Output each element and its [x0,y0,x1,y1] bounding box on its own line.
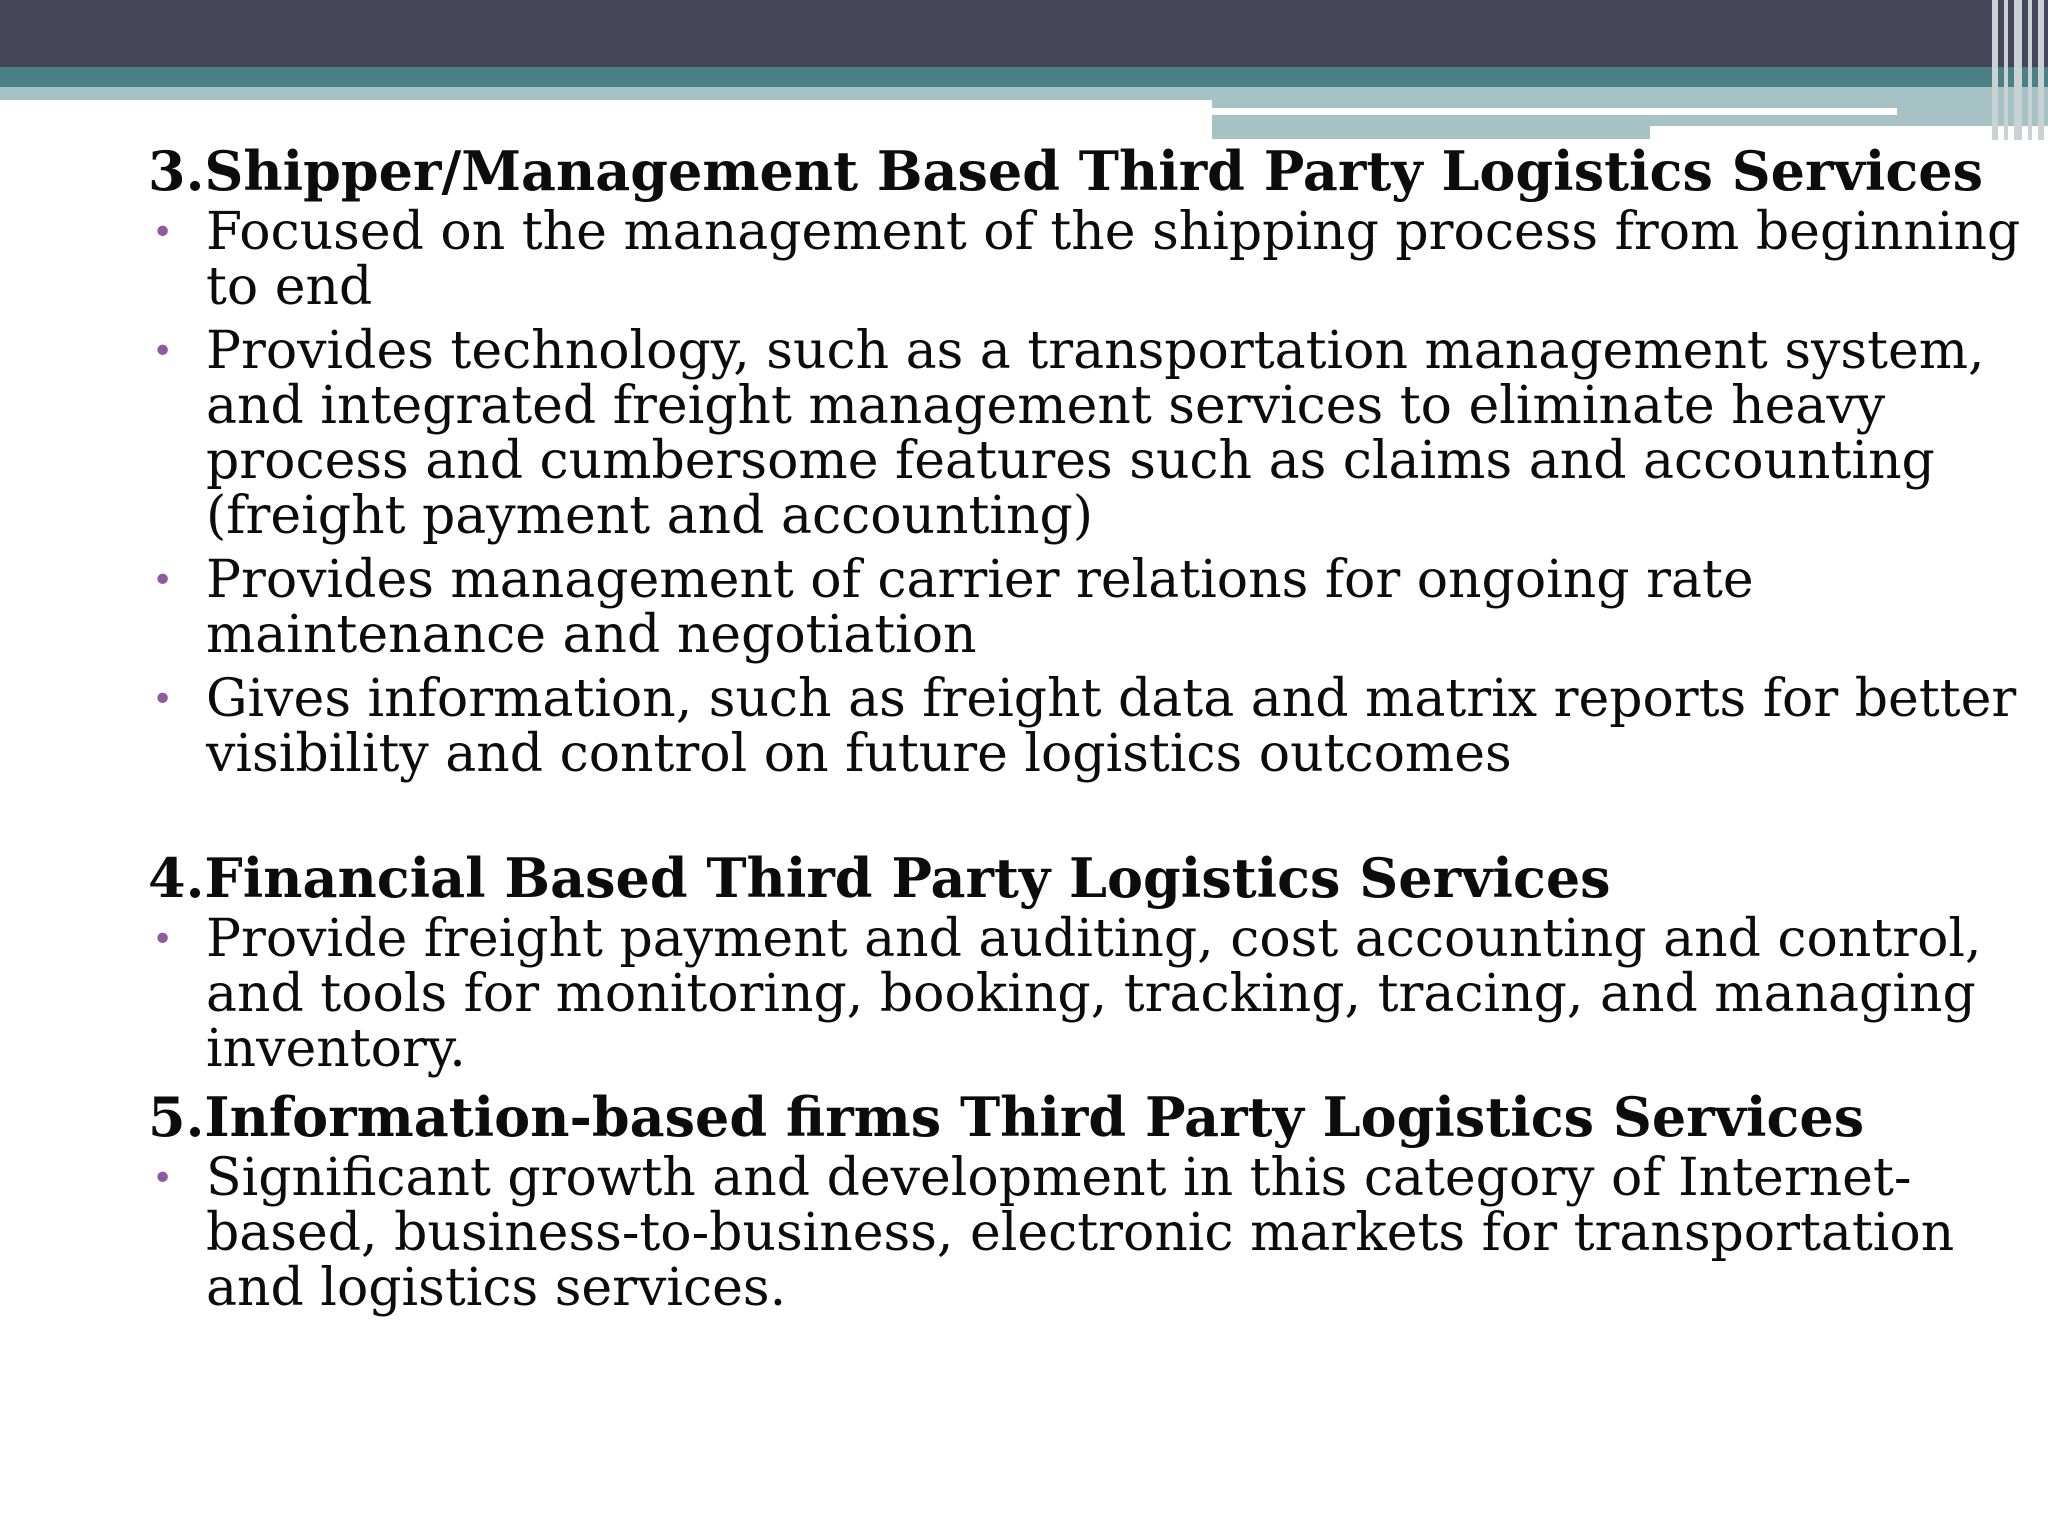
section-shipper-management [148,139,2021,784]
header-stripe [1212,108,1897,115]
header-band-dark [0,0,2048,67]
bullet-icon: • [152,919,174,960]
bullet-line: (freight payment and accounting) [206,486,1094,546]
bullet-item [148,550,1948,665]
header-band-teal [0,67,2048,87]
section-gap [148,791,1948,847]
bullet-line: and tools for monitoring, booking, tracking, tracing, and managing [206,964,1976,1024]
bullet-line: Provide freight payment and auditing, cost accounting and control, [206,909,1982,969]
bullet-icon: • [152,560,174,601]
section-title: 5.Information-based firms Third Party Logistics Services [148,1085,1865,1149]
bullet-line: visibility and control on future logistics outcomes [206,724,1512,784]
section-information [148,1085,1955,1318]
bullet-line: Significant growth and development in this category of Internet- [206,1148,1912,1208]
decorative-bars [1988,0,2048,140]
bullet-item [148,669,2017,784]
header-band-light [0,87,1212,100]
bullet-line: Provides management of carrier relations for ongoing rate [206,550,1754,610]
bullet-icon: • [152,212,174,253]
section-title: 4.Financial Based Third Party Logistics Services [148,846,1611,910]
bullet-item [148,909,1982,1079]
bullet-item [148,1148,1955,1318]
bullet-icon: • [152,679,174,720]
slide-content [148,139,2021,1325]
bullet-item [148,321,1985,546]
bullet-line: to end [206,257,373,317]
bullet-line: process and cumbersome features such as claims and accounting [206,431,1935,491]
section-title: 3.Shipper/Management Based Third Party Logistics Services [148,139,1983,203]
bullet-line: based, business-to-business, electronic markets for transportation [206,1203,1955,1263]
bullet-line: and integrated freight management services to eliminate heavy [206,376,1886,436]
bullet-line: Provides technology, such as a transportation management system, [206,321,1985,381]
bullet-line: Gives information, such as freight data and matrix reports for better [206,669,2017,729]
bullet-icon: • [152,1158,174,1199]
bullet-line: maintenance and negotiation [206,605,977,665]
bullet-line: inventory. [206,1019,466,1079]
bullet-item [148,202,2021,317]
bullet-line: Focused on the management of the shipping process from beginning [206,202,2021,262]
bullet-icon: • [152,331,174,372]
bullet-line: and logistics services. [206,1258,787,1318]
section-financial [148,846,1982,1079]
